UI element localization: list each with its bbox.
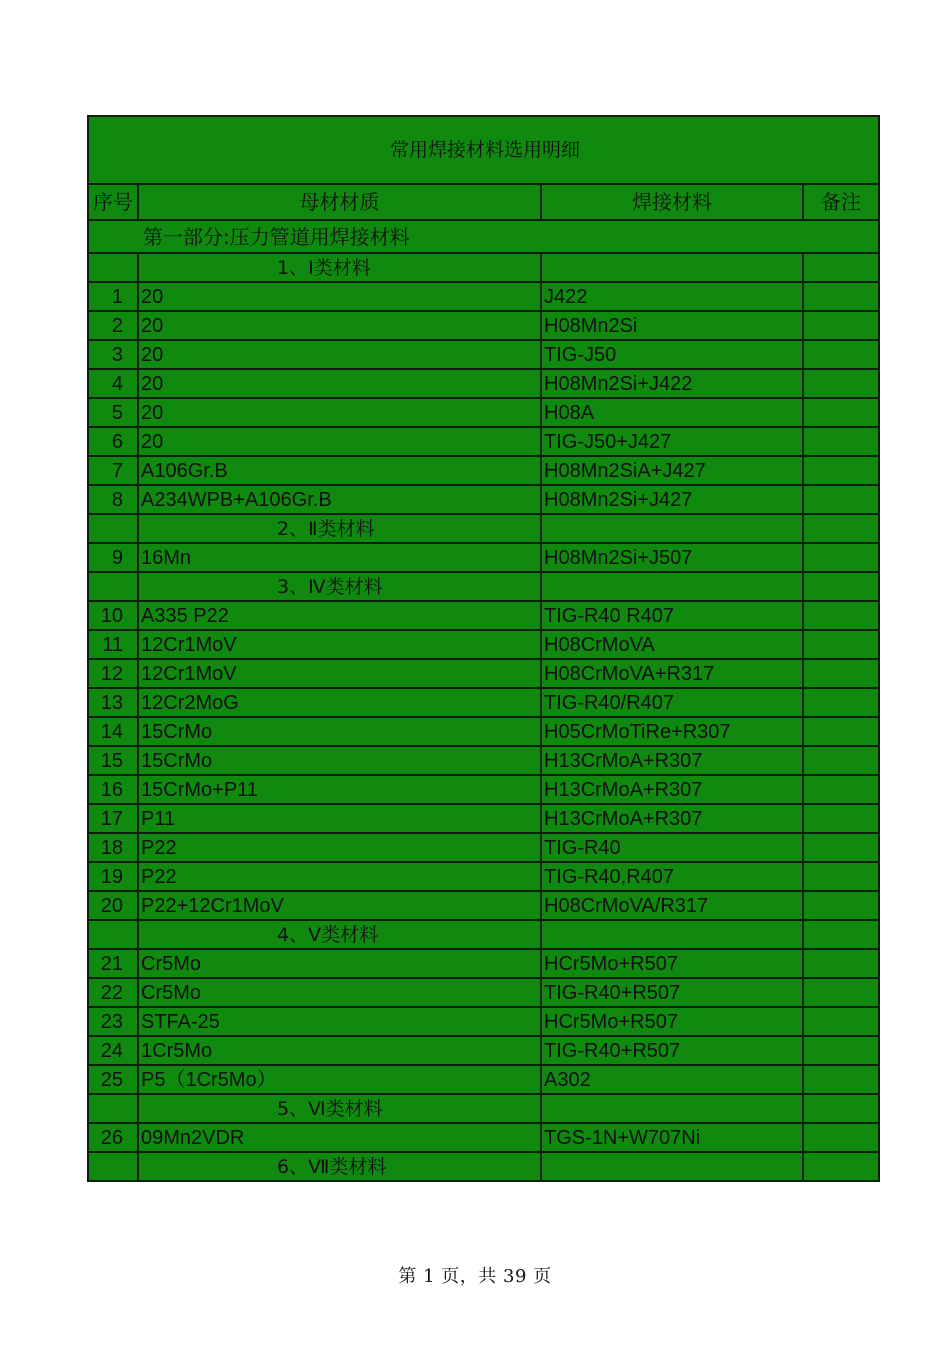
row-seq: 3 xyxy=(88,340,138,369)
row-note xyxy=(803,340,879,369)
category-note-cell xyxy=(803,920,879,949)
category-seq-cell xyxy=(88,1094,138,1123)
table-row xyxy=(88,804,879,833)
category-filler-cell xyxy=(541,514,803,543)
row-seq: 18 xyxy=(88,833,138,862)
row-base-material: 20 xyxy=(138,427,541,456)
page-footer xyxy=(0,1262,950,1288)
row-note xyxy=(803,891,879,920)
category-note-cell xyxy=(803,572,879,601)
row-note xyxy=(803,978,879,1007)
row-note xyxy=(803,746,879,775)
row-filler-material: TIG-R40+R507 xyxy=(541,978,803,1007)
row-filler-material: H13CrMoA+R307 xyxy=(541,775,803,804)
row-seq: 19 xyxy=(88,862,138,891)
category-row xyxy=(88,920,879,949)
table-row xyxy=(88,1036,879,1065)
row-base-material: 15CrMo+P11 xyxy=(138,775,541,804)
row-note xyxy=(803,543,879,572)
row-note xyxy=(803,398,879,427)
table-row xyxy=(88,1007,879,1036)
row-seq: 10 xyxy=(88,601,138,630)
row-filler-material: H05CrMoTiRe+R307 xyxy=(541,717,803,746)
row-seq: 14 xyxy=(88,717,138,746)
row-filler-material: TGS-1N+W707Ni xyxy=(541,1123,803,1152)
row-base-material: Cr5Mo xyxy=(138,978,541,1007)
row-filler-material: H08CrMoVA/R317 xyxy=(541,891,803,920)
row-filler-material: TIG-J50+J427 xyxy=(541,427,803,456)
category-filler-cell xyxy=(541,920,803,949)
row-seq: 20 xyxy=(88,891,138,920)
row-note xyxy=(803,804,879,833)
row-note xyxy=(803,1065,879,1094)
footer-total-pages: 39 xyxy=(503,1266,527,1287)
row-filler-material: H08Mn2Si+J427 xyxy=(541,485,803,514)
row-filler-material: TIG-R40,R407 xyxy=(541,862,803,891)
row-note xyxy=(803,688,879,717)
header-base-material: 母材材质 xyxy=(138,184,541,220)
category-row xyxy=(88,1094,879,1123)
row-filler-material: H08Mn2SiA+J427 xyxy=(541,456,803,485)
category-note-cell xyxy=(803,514,879,543)
row-note xyxy=(803,630,879,659)
row-seq: 11 xyxy=(88,630,138,659)
row-seq: 8 xyxy=(88,485,138,514)
row-seq: 1 xyxy=(88,282,138,311)
table-row xyxy=(88,1123,879,1152)
table-row xyxy=(88,978,879,1007)
part-title: 第一部分:压力管道用焊接材料 xyxy=(88,220,879,253)
row-filler-material: TIG-J50 xyxy=(541,340,803,369)
table-row xyxy=(88,1065,879,1094)
row-filler-material: TIG-R40 R407 xyxy=(541,601,803,630)
row-filler-material: H08A xyxy=(541,398,803,427)
row-filler-material: H13CrMoA+R307 xyxy=(541,746,803,775)
row-base-material: 09Mn2VDR xyxy=(138,1123,541,1152)
row-base-material: P22 xyxy=(138,833,541,862)
category-label: 1、Ⅰ类材料 xyxy=(138,253,541,282)
row-base-material: 20 xyxy=(138,340,541,369)
row-base-material: STFA-25 xyxy=(138,1007,541,1036)
category-note-cell xyxy=(803,253,879,282)
row-seq: 9 xyxy=(88,543,138,572)
row-seq: 12 xyxy=(88,659,138,688)
footer-suffix: 页 xyxy=(533,1266,552,1287)
row-filler-material: TIG-R40 xyxy=(541,833,803,862)
table-row xyxy=(88,485,879,514)
category-filler-cell xyxy=(541,572,803,601)
table-row xyxy=(88,949,879,978)
row-base-material: 12Cr2MoG xyxy=(138,688,541,717)
table-row xyxy=(88,862,879,891)
row-seq: 24 xyxy=(88,1036,138,1065)
row-seq: 7 xyxy=(88,456,138,485)
row-seq: 22 xyxy=(88,978,138,1007)
category-seq-cell xyxy=(88,253,138,282)
header-row xyxy=(88,184,879,220)
part-row xyxy=(88,220,879,253)
row-base-material: 16Mn xyxy=(138,543,541,572)
footer-prefix: 第 xyxy=(398,1266,417,1287)
row-note xyxy=(803,775,879,804)
row-seq: 25 xyxy=(88,1065,138,1094)
row-filler-material: A302 xyxy=(541,1065,803,1094)
row-note xyxy=(803,427,879,456)
header-seq: 序号 xyxy=(88,184,138,220)
row-base-material: A335 P22 xyxy=(138,601,541,630)
row-base-material: A106Gr.B xyxy=(138,456,541,485)
row-base-material: 20 xyxy=(138,282,541,311)
row-note xyxy=(803,949,879,978)
category-seq-cell xyxy=(88,920,138,949)
row-base-material: P5（1Cr5Mo） xyxy=(138,1065,541,1094)
row-note xyxy=(803,311,879,340)
category-row xyxy=(88,1152,879,1181)
row-base-material: P22 xyxy=(138,862,541,891)
table-row xyxy=(88,833,879,862)
table-row xyxy=(88,369,879,398)
table-row xyxy=(88,659,879,688)
table-row xyxy=(88,630,879,659)
row-note xyxy=(803,862,879,891)
category-label: 5、Ⅵ类材料 xyxy=(138,1094,541,1123)
row-base-material: 15CrMo xyxy=(138,746,541,775)
category-label: 3、Ⅳ类材料 xyxy=(138,572,541,601)
row-base-material: P11 xyxy=(138,804,541,833)
table-row xyxy=(88,891,879,920)
row-note xyxy=(803,282,879,311)
category-note-cell xyxy=(803,1152,879,1181)
row-note xyxy=(803,369,879,398)
row-note xyxy=(803,1007,879,1036)
category-filler-cell xyxy=(541,253,803,282)
category-row xyxy=(88,253,879,282)
row-base-material: 12Cr1MoV xyxy=(138,659,541,688)
table-row xyxy=(88,688,879,717)
category-note-cell xyxy=(803,1094,879,1123)
row-seq: 21 xyxy=(88,949,138,978)
table-row xyxy=(88,775,879,804)
row-base-material: 20 xyxy=(138,369,541,398)
category-filler-cell xyxy=(541,1094,803,1123)
table-row xyxy=(88,427,879,456)
header-note: 备注 xyxy=(803,184,879,220)
row-seq: 4 xyxy=(88,369,138,398)
category-label: 2、Ⅱ类材料 xyxy=(138,514,541,543)
table-row xyxy=(88,456,879,485)
row-seq: 6 xyxy=(88,427,138,456)
table-row xyxy=(88,282,879,311)
row-base-material: 20 xyxy=(138,311,541,340)
table-row xyxy=(88,601,879,630)
category-label: 4、Ⅴ类材料 xyxy=(138,920,541,949)
row-note xyxy=(803,717,879,746)
row-seq: 23 xyxy=(88,1007,138,1036)
table-row xyxy=(88,543,879,572)
row-base-material: 20 xyxy=(138,398,541,427)
row-base-material: P22+12Cr1MoV xyxy=(138,891,541,920)
table-row xyxy=(88,717,879,746)
table-row xyxy=(88,746,879,775)
row-seq: 2 xyxy=(88,311,138,340)
row-filler-material: TIG-R40+R507 xyxy=(541,1036,803,1065)
category-seq-cell xyxy=(88,1152,138,1181)
row-note xyxy=(803,833,879,862)
table-row xyxy=(88,311,879,340)
row-seq: 5 xyxy=(88,398,138,427)
row-base-material: 15CrMo xyxy=(138,717,541,746)
row-seq: 16 xyxy=(88,775,138,804)
row-filler-material: H13CrMoA+R307 xyxy=(541,804,803,833)
title-row xyxy=(88,116,879,184)
category-filler-cell xyxy=(541,1152,803,1181)
row-note xyxy=(803,485,879,514)
row-seq: 17 xyxy=(88,804,138,833)
category-seq-cell xyxy=(88,514,138,543)
footer-page-number: 1 xyxy=(423,1266,436,1287)
category-label: 6、Ⅶ类材料 xyxy=(138,1152,541,1181)
row-base-material: A234WPB+A106Gr.B xyxy=(138,485,541,514)
row-filler-material: H08Mn2Si xyxy=(541,311,803,340)
row-seq: 26 xyxy=(88,1123,138,1152)
row-filler-material: HCr5Mo+R507 xyxy=(541,949,803,978)
footer-mid: 页，共 xyxy=(441,1266,497,1287)
row-note xyxy=(803,601,879,630)
row-filler-material: H08Mn2Si+J422 xyxy=(541,369,803,398)
row-seq: 15 xyxy=(88,746,138,775)
table-row xyxy=(88,398,879,427)
row-note xyxy=(803,456,879,485)
table-row xyxy=(88,340,879,369)
row-filler-material: H08CrMoVA xyxy=(541,630,803,659)
row-base-material: Cr5Mo xyxy=(138,949,541,978)
welding-materials-table xyxy=(87,115,880,1182)
row-seq: 13 xyxy=(88,688,138,717)
row-filler-material: TIG-R40/R407 xyxy=(541,688,803,717)
row-filler-material: H08CrMoVA+R317 xyxy=(541,659,803,688)
row-filler-material: HCr5Mo+R507 xyxy=(541,1007,803,1036)
table-title: 常用焊接材料选用明细 xyxy=(88,116,879,184)
row-base-material: 1Cr5Mo xyxy=(138,1036,541,1065)
row-filler-material: H08Mn2Si+J507 xyxy=(541,543,803,572)
category-row xyxy=(88,514,879,543)
row-note xyxy=(803,1036,879,1065)
row-note xyxy=(803,1123,879,1152)
row-filler-material: J422 xyxy=(541,282,803,311)
row-base-material: 12Cr1MoV xyxy=(138,630,541,659)
category-row xyxy=(88,572,879,601)
category-seq-cell xyxy=(88,572,138,601)
row-note xyxy=(803,659,879,688)
header-filler-material: 焊接材料 xyxy=(541,184,803,220)
